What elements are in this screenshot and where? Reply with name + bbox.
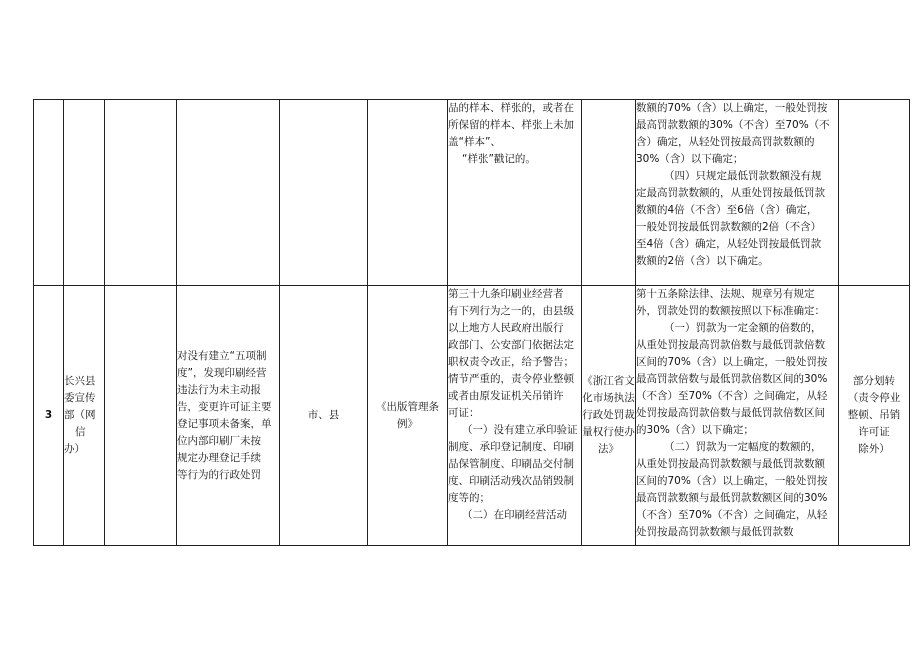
- basis-cell: [448, 286, 582, 546]
- condition-line: 告，变更许可证主要: [177, 400, 272, 413]
- discretion-line: 法》: [598, 443, 619, 455]
- department-line: 委宣传: [64, 392, 96, 404]
- condition-cell: [177, 100, 280, 286]
- department-line: 办）: [64, 443, 85, 455]
- standard-cell: [636, 286, 839, 546]
- basis-line: （二）在印刷经营活动: [462, 509, 567, 521]
- level-text: 市、县: [307, 409, 340, 421]
- standard-line: 从重处罚按最高罚款倍数与最低罚款倍数: [636, 339, 825, 351]
- table-row: [34, 100, 910, 286]
- standard-line: 最高罚款数额的30%（不含）至70%（不: [636, 119, 830, 131]
- discretion-line: 行政处罚裁: [582, 409, 635, 421]
- law-cell: [368, 286, 448, 546]
- outcome-cell: [839, 286, 910, 546]
- basis-cell: [448, 100, 582, 286]
- basis-line: 第三十九条印刷业经营者: [448, 288, 564, 300]
- department-cell: [64, 100, 105, 286]
- discretion-cell: [582, 100, 636, 286]
- standard-line: 数额的4倍（不含）至6倍（含）确定，: [636, 204, 818, 216]
- basis-line: （一）没有建立承印验证: [462, 424, 578, 436]
- department-cell: [64, 286, 105, 546]
- blank-cell: [105, 286, 177, 546]
- basis-line: 度等的；: [448, 492, 490, 504]
- level-cell: [280, 286, 368, 546]
- standard-line: （四）只规定最低罚款数额没有规: [664, 170, 822, 182]
- standard-line: 处罚按最高罚款数额与最低罚款数: [636, 526, 794, 538]
- basis-line: 品保管制度、印刷品交付制: [448, 458, 574, 470]
- outcome-line: 部分划转: [853, 375, 895, 387]
- basis-line: 有下列行为之一的，由县级: [448, 305, 574, 317]
- row-number: 3: [44, 409, 53, 421]
- standard-line: （不含）至70%（不含）之间确定，从轻: [636, 390, 828, 402]
- discretion-line: 量权行使办: [582, 426, 635, 438]
- outcome-cell: [839, 100, 910, 286]
- standard-line: （一）罚款为一定金额的倍数的，: [664, 322, 822, 334]
- discretion-line: 化市场执法: [582, 392, 635, 404]
- condition-line: 登记事项未备案，单: [177, 417, 272, 430]
- basis-line: 可证：: [448, 407, 480, 419]
- standard-line: 数额的2倍（含）以下确定。: [636, 255, 769, 267]
- basis-line: 职权责令改正，给予警告；: [448, 356, 574, 368]
- condition-line: 违法行为未主动报: [177, 383, 261, 396]
- basis-line: 品的样本、样张的，或者在: [448, 102, 574, 114]
- standard-line: （二）罚款为一定幅度的数额的，: [664, 441, 822, 453]
- standard-line: 区间的70%（含）以上确定，一般处罚按: [636, 356, 828, 368]
- basis-line: “样张”戳记的。: [462, 153, 536, 165]
- standard-line: 数额的70%（含）以上确定，一般处罚按: [636, 102, 828, 114]
- condition-line: 等行为的行政处罚: [177, 468, 261, 481]
- law-cell: [368, 100, 448, 286]
- table-row: [34, 286, 910, 546]
- condition-line: 度”，发现印刷经营: [177, 366, 267, 379]
- condition-line: 规定办理登记手续: [177, 451, 261, 464]
- standard-cell: [636, 100, 839, 286]
- standard-line: 至4倍（含）确定，从轻处罚按最低罚款: [636, 238, 822, 250]
- row-number-cell: [34, 286, 64, 546]
- row-number-cell: [34, 100, 64, 286]
- blank-cell: [105, 100, 177, 286]
- outcome-line: （责令停业: [847, 392, 901, 404]
- department-line: 信: [75, 426, 86, 438]
- standard-line: 最高罚款数额与最低罚款数额区间的30%: [636, 492, 828, 504]
- penalty-table: [33, 99, 910, 546]
- discretion-cell: [582, 286, 636, 546]
- department-line: 部（网: [64, 409, 96, 421]
- standard-line: 30%（含）以下确定；: [636, 153, 744, 165]
- level-cell: [280, 100, 368, 286]
- basis-line: 政部门、公安部门依据法定: [448, 339, 574, 351]
- basis-line: 盖“样本”、: [448, 136, 501, 148]
- basis-line: 以上地方人民政府出版行: [448, 322, 564, 334]
- standard-line: 含）确定，从轻处罚按最高罚款数额的: [636, 136, 815, 148]
- outcome-line: 除外）: [858, 443, 890, 455]
- basis-line: 制度、承印登记制度、印刷: [448, 441, 574, 453]
- condition-line: 对没有建立“五项制: [177, 349, 267, 362]
- discretion-line: 《浙江省文: [582, 375, 635, 387]
- standard-line: 从重处罚按最高罚款数额与最低罚款数额: [636, 458, 825, 470]
- basis-line: 或者由原发证机关吊销许: [448, 390, 564, 402]
- standard-line: 最高罚款倍数与最低罚款倍数区间的30%: [636, 373, 828, 385]
- standard-line: 第十五条除法律、法规、规章另有规定: [636, 288, 815, 300]
- standard-line: 的30%（含）以下确定；: [636, 424, 754, 436]
- basis-line: 情节严重的，责令停业整顿: [448, 373, 574, 385]
- outcome-line: 整顿、吊销: [847, 409, 901, 421]
- standard-line: 处罚按最高罚款倍数与最低罚款倍数区间: [636, 407, 825, 419]
- standard-line: 外，罚款处罚的数额按照以下标准确定：: [636, 305, 825, 317]
- department-line: 长兴县: [64, 375, 96, 387]
- standard-line: 一般处罚按最低罚款数额的2倍（不含）: [636, 221, 822, 233]
- condition-line: 位内部印刷厂未按: [177, 434, 261, 447]
- standard-line: （不含）至70%（不含）之间确定，从轻: [636, 509, 828, 521]
- basis-line: 所保留的样本、样张上未加: [448, 119, 574, 131]
- law-line: 《出版管理条: [376, 400, 439, 413]
- standard-line: 区间的70%（含）以上确定，一般处罚按: [636, 475, 828, 487]
- standard-line: 定最高罚款数额的，从重处罚按最低罚款: [636, 187, 825, 199]
- basis-line: 度、印刷活动残次品销毁制: [448, 475, 574, 487]
- outcome-line: 许可证: [858, 426, 890, 438]
- law-line: 例》: [397, 417, 418, 430]
- condition-cell: [177, 286, 280, 546]
